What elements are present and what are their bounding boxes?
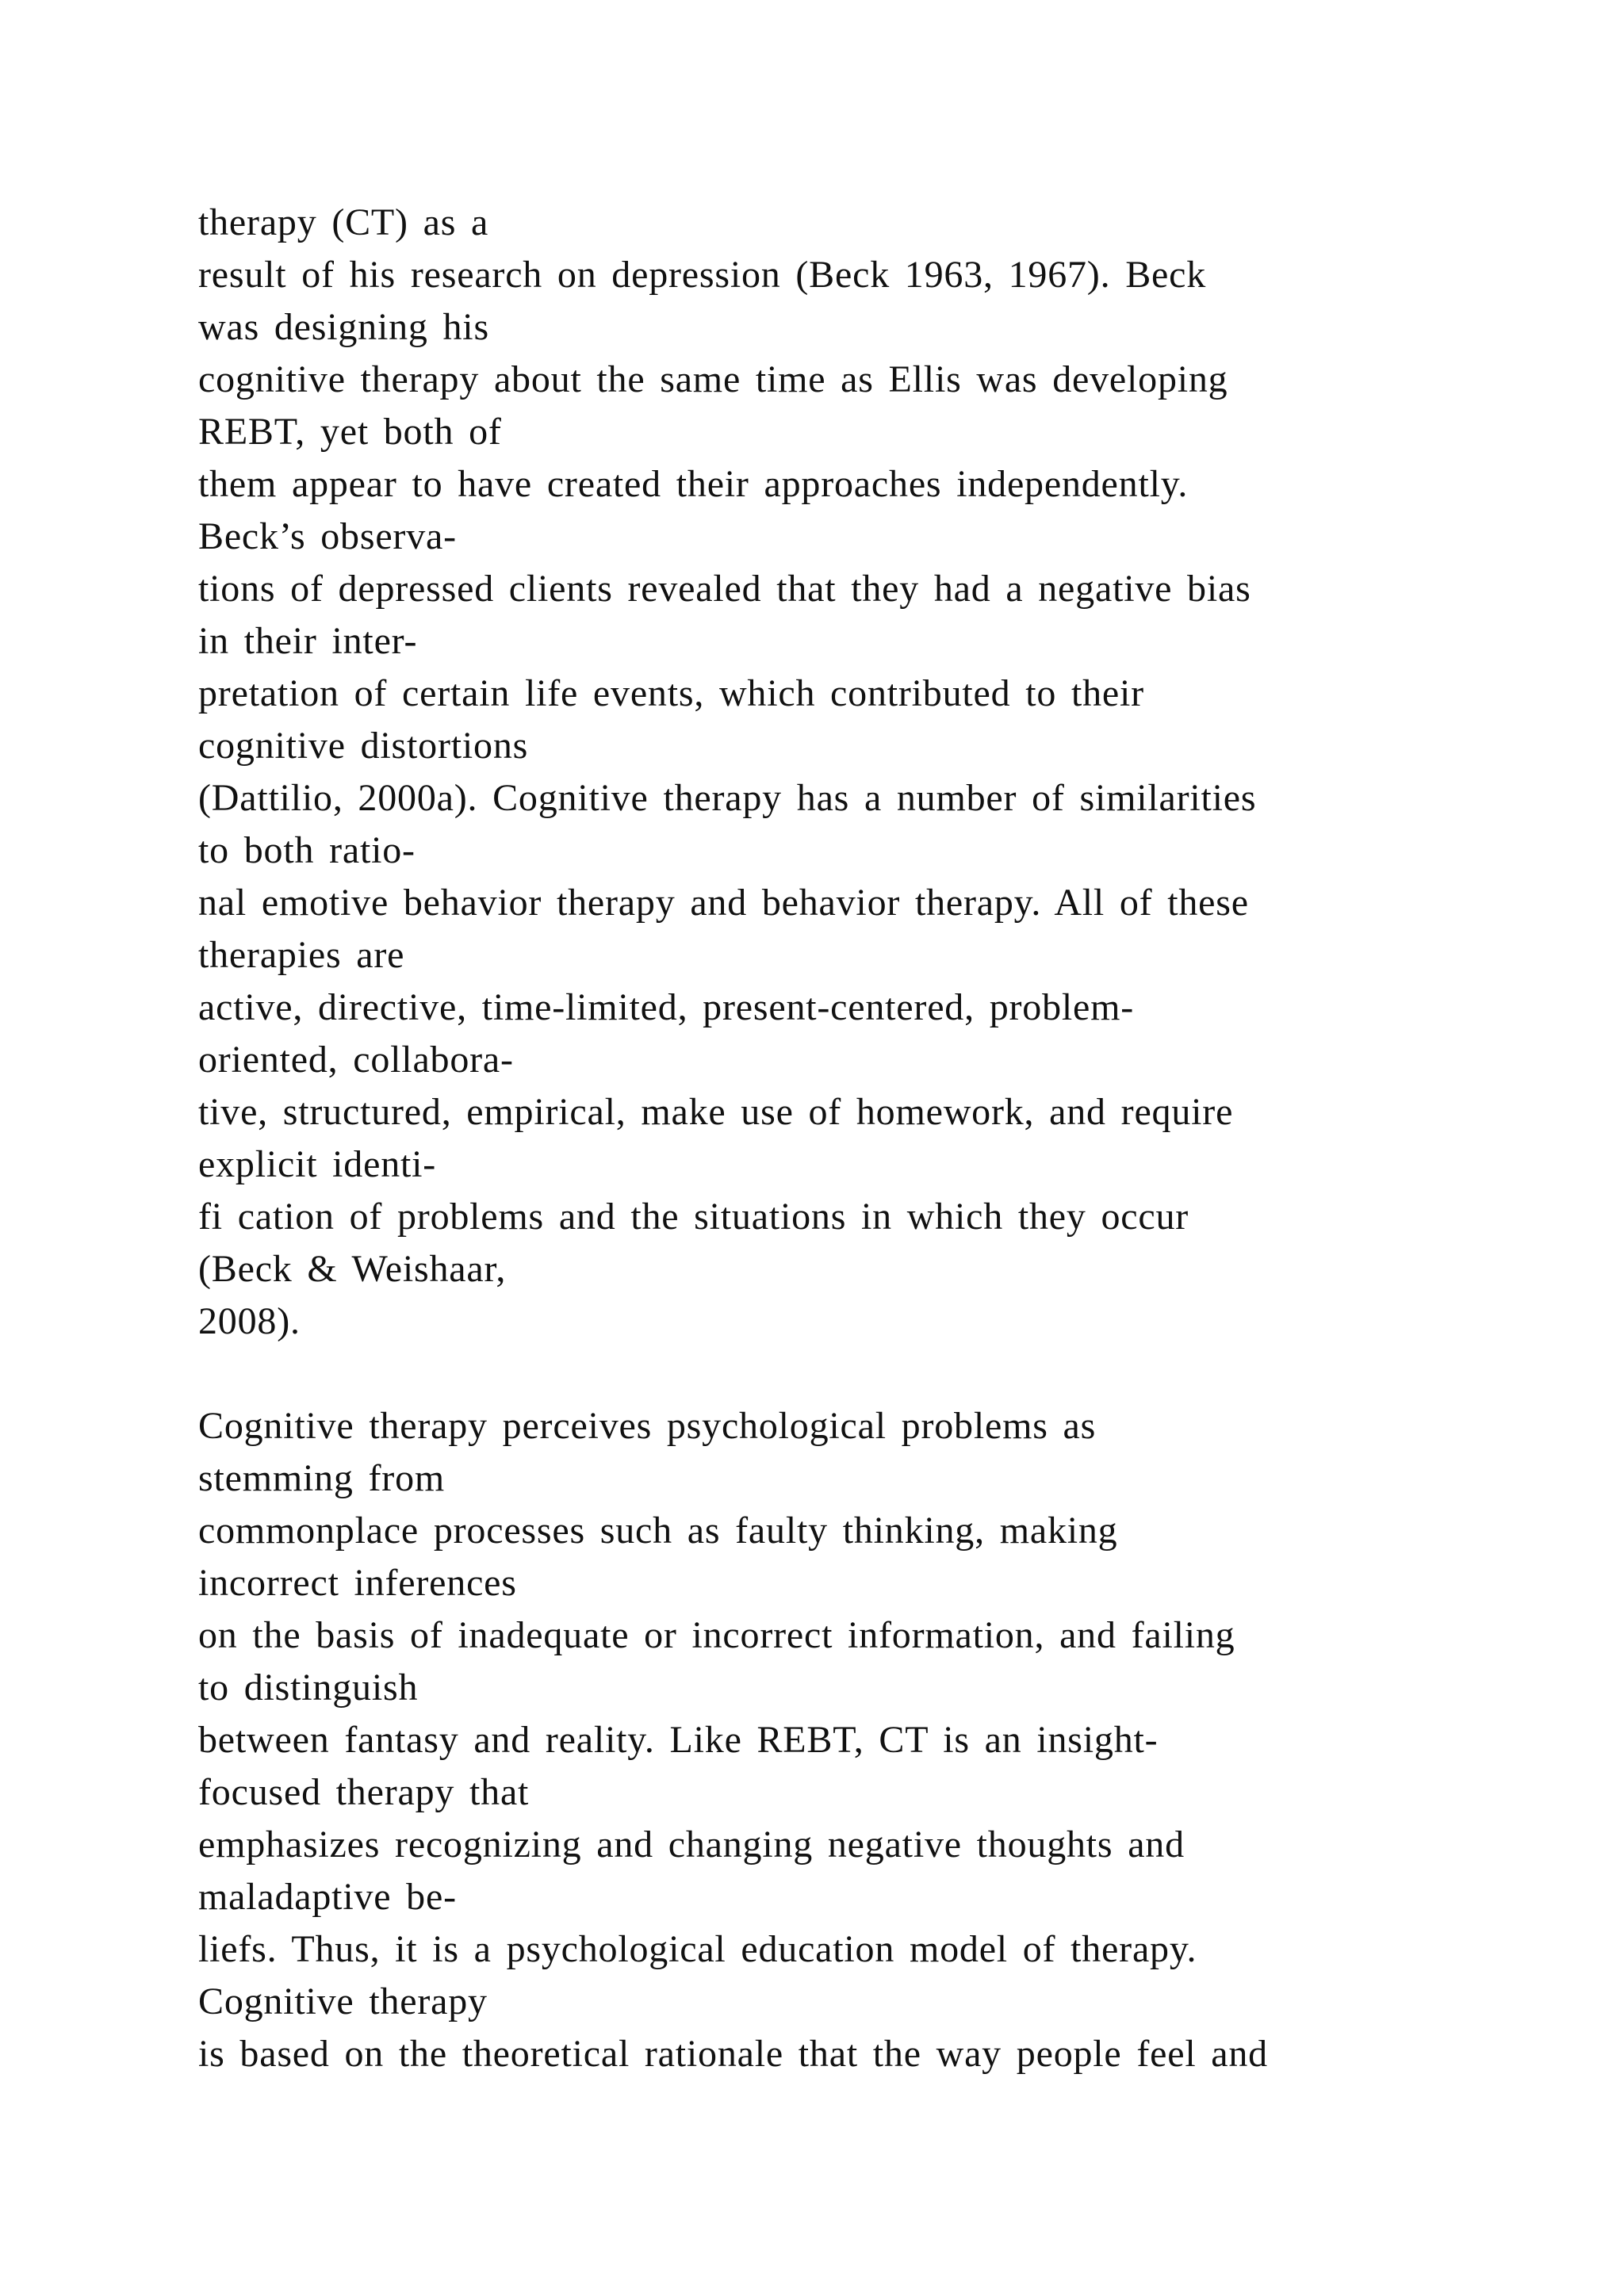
text-line: incorrect inferences <box>198 1562 517 1604</box>
text-line: explicit identi- <box>198 1143 437 1185</box>
text-line: commonplace processes such as faulty thinking, making <box>198 1510 1118 1552</box>
text-line: between fantasy and reality. Like REBT, CT is an insight- <box>198 1719 1159 1761</box>
text-line: (Dattilio, 2000a). Cognitive therapy has a number of similarities <box>198 777 1257 819</box>
text-line: liefs. Thus, it is a psychological education model of therapy. <box>198 1928 1197 1970</box>
text-line: pretation of certain life events, which contributed to their <box>198 672 1144 714</box>
text-line: cognitive therapy about the same time as Ellis was developing <box>198 358 1228 400</box>
text-line: nal emotive behavior therapy and behavior therapy. All of these <box>198 882 1249 924</box>
text-line: Beck’s observa- <box>198 515 457 557</box>
text-line: Cognitive therapy <box>198 1980 488 2022</box>
text-line: stemming from <box>198 1457 446 1499</box>
paragraph-2 <box>198 1400 1546 2080</box>
text-line: to both ratio- <box>198 829 416 871</box>
text-line: in their inter- <box>198 620 418 662</box>
text-line: tions of depressed clients revealed that they had a negative bias <box>198 568 1251 610</box>
text-line: maladaptive be- <box>198 1876 457 1918</box>
paragraph-spacer <box>198 1348 1546 1400</box>
text-line: therapies are <box>198 934 405 976</box>
document-body <box>198 197 1546 2080</box>
text-line: focused therapy that <box>198 1771 530 1813</box>
text-line: result of his research on depression (Beck 1963, 1967). Beck <box>198 254 1207 296</box>
text-line: fi cation of problems and the situations in which they occur <box>198 1196 1189 1238</box>
text-line: was designing his <box>198 306 489 348</box>
text-line: 2008). <box>198 1300 301 1342</box>
text-line: tive, structured, empirical, make use of homework, and require <box>198 1091 1234 1133</box>
paragraph-1 <box>198 197 1546 1348</box>
text-line: emphasizes recognizing and changing negative thoughts and <box>198 1823 1185 1866</box>
text-line: them appear to have created their approaches independently. <box>198 463 1189 505</box>
text-line: Cognitive therapy perceives psychological problems as <box>198 1405 1097 1447</box>
text-line: therapy (CT) as a <box>198 201 489 243</box>
text-line: (Beck & Weishaar, <box>198 1248 507 1290</box>
text-line: active, directive, time-limited, present-centered, problem- <box>198 986 1135 1028</box>
text-line: to distinguish <box>198 1667 419 1709</box>
text-line: cognitive distortions <box>198 725 529 767</box>
text-line: on the basis of inadequate or incorrect information, and failing <box>198 1614 1235 1656</box>
text-line: oriented, collabora- <box>198 1039 514 1081</box>
text-line: is based on the theoretical rationale that the way people feel and <box>198 2033 1268 2075</box>
text-line: REBT, yet both of <box>198 411 502 453</box>
